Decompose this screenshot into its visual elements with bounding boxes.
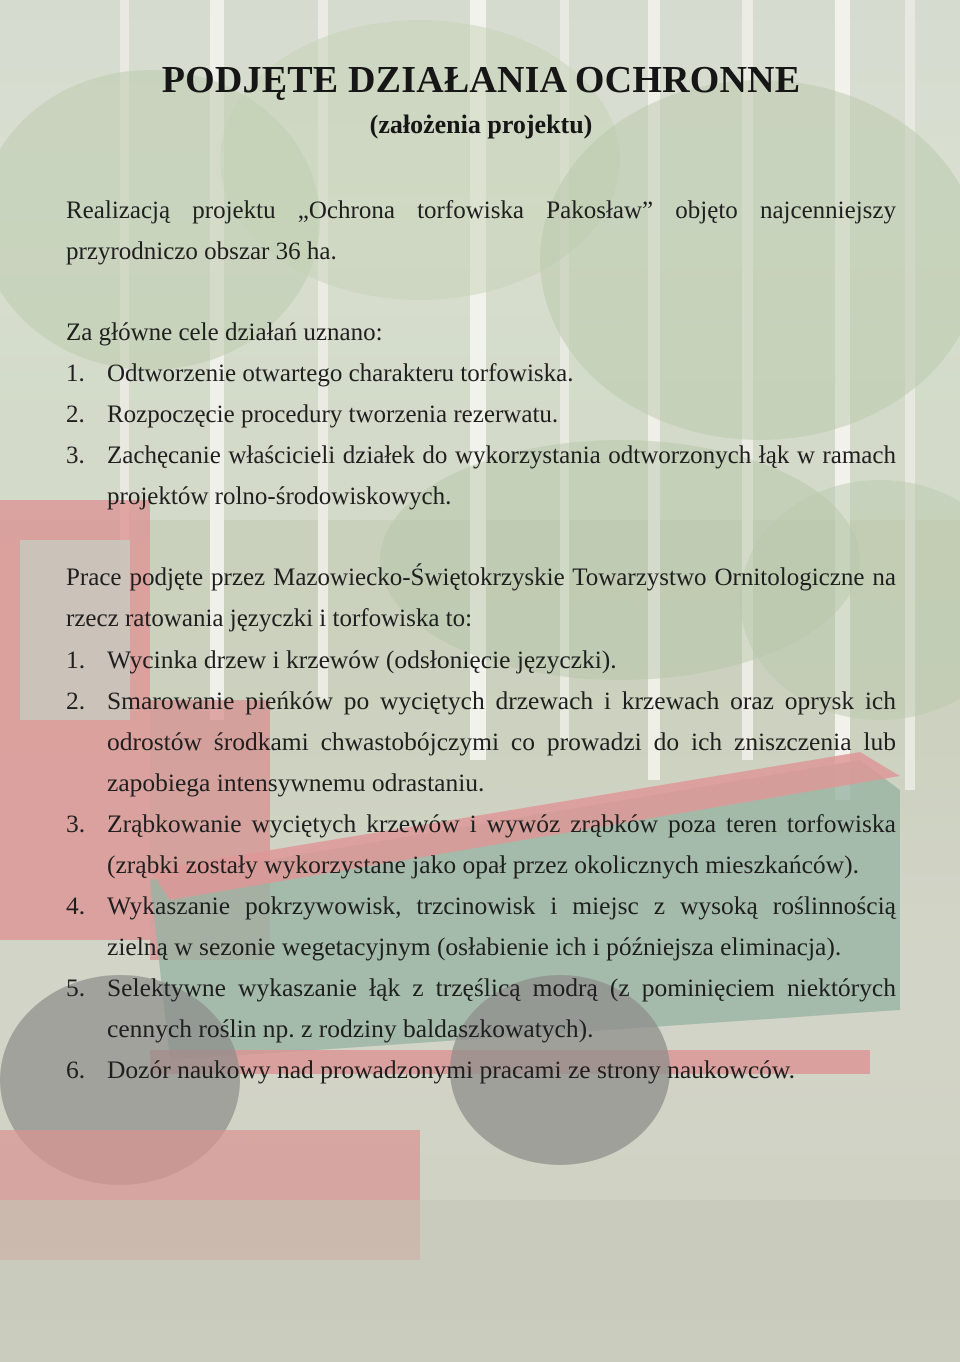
list-item-number: 1. — [66, 645, 86, 674]
list-item — [66, 803, 896, 885]
list-item-number: 2. — [66, 686, 86, 715]
list-item-number: 6. — [66, 1055, 86, 1084]
list-item — [66, 680, 896, 803]
intro-paragraph: Realizacją projektu „Ochrona torfowiska Pakosław” objęto najcenniejszy przyrodniczo obszar 36 ha. — [66, 197, 896, 265]
list-item-number: 4. — [66, 891, 86, 920]
goals-heading: Za główne cele działań uznano: — [66, 319, 383, 346]
list-item-text: Wycinka drzew i krzewów (odsłonięcie języczki). — [107, 645, 617, 674]
list-item-number: 1. — [66, 360, 85, 387]
list-item-text: Rozpoczęcie procedury tworzenia rezerwatu. — [107, 401, 559, 428]
list-item-text: Odtworzenie otwartego charakteru torfowiska. — [107, 360, 574, 387]
list-item-number: 3. — [66, 442, 85, 469]
works-list — [66, 639, 896, 1090]
list-item — [66, 967, 896, 1049]
list-item-number: 3. — [66, 809, 86, 838]
works-heading: Prace podjęte przez Mazowiecko-Świętokrzyskie Towarzystwo Ornitologiczne na rzecz ratowania języczki i torfowiska to: — [66, 564, 896, 632]
list-item — [66, 1049, 896, 1090]
list-item — [66, 639, 896, 680]
list-item — [66, 353, 896, 394]
page-title: PODJĘTE DZIAŁANIA OCHRONNE — [161, 59, 801, 101]
list-item-text: Dozór naukowy nad prowadzonymi pracami ze strony naukowców. — [107, 1055, 796, 1084]
list-item-text: Wykaszanie pokrzywowisk, trzcinowisk i miejsc z wysoką roślinnością zielną w sezonie wegetacyjnym (osłabienie ich i późniejsza eliminacja). — [107, 891, 896, 961]
list-item-text: Zrąbkowanie wyciętych krzewów i wywóz zrąbków poza teren torfowiska (zrąbki zostały wykorzystane jako opał przez okolicznych mieszkańców). — [107, 809, 896, 879]
list-item-text: Selektywne wykaszanie łąk z trzęślicą modrą (z pominięciem niektórych cennych roślin np. z rodziny baldaszkowatych). — [107, 973, 896, 1043]
list-item — [66, 885, 896, 967]
page-subtitle: (założenia projektu) — [369, 110, 593, 139]
list-item — [66, 394, 896, 435]
list-item-text: Zachęcanie właścicieli działek do wykorzystania odtworzonych łąk w ramach projektów rolno-środowiskowych. — [107, 442, 896, 510]
document-body — [66, 58, 896, 1090]
list-item-text: Smarowanie pieńków po wyciętych drzewach i krzewach oraz oprysk ich odrostów środkami chwastobójczymi co prowadzi do ich zniszczenia lub zapobiega intensywnemu odrastaniu. — [107, 686, 896, 797]
list-item-number: 2. — [66, 401, 85, 428]
list-item-number: 5. — [66, 973, 86, 1002]
list-item — [66, 435, 896, 517]
goals-list — [66, 353, 896, 517]
